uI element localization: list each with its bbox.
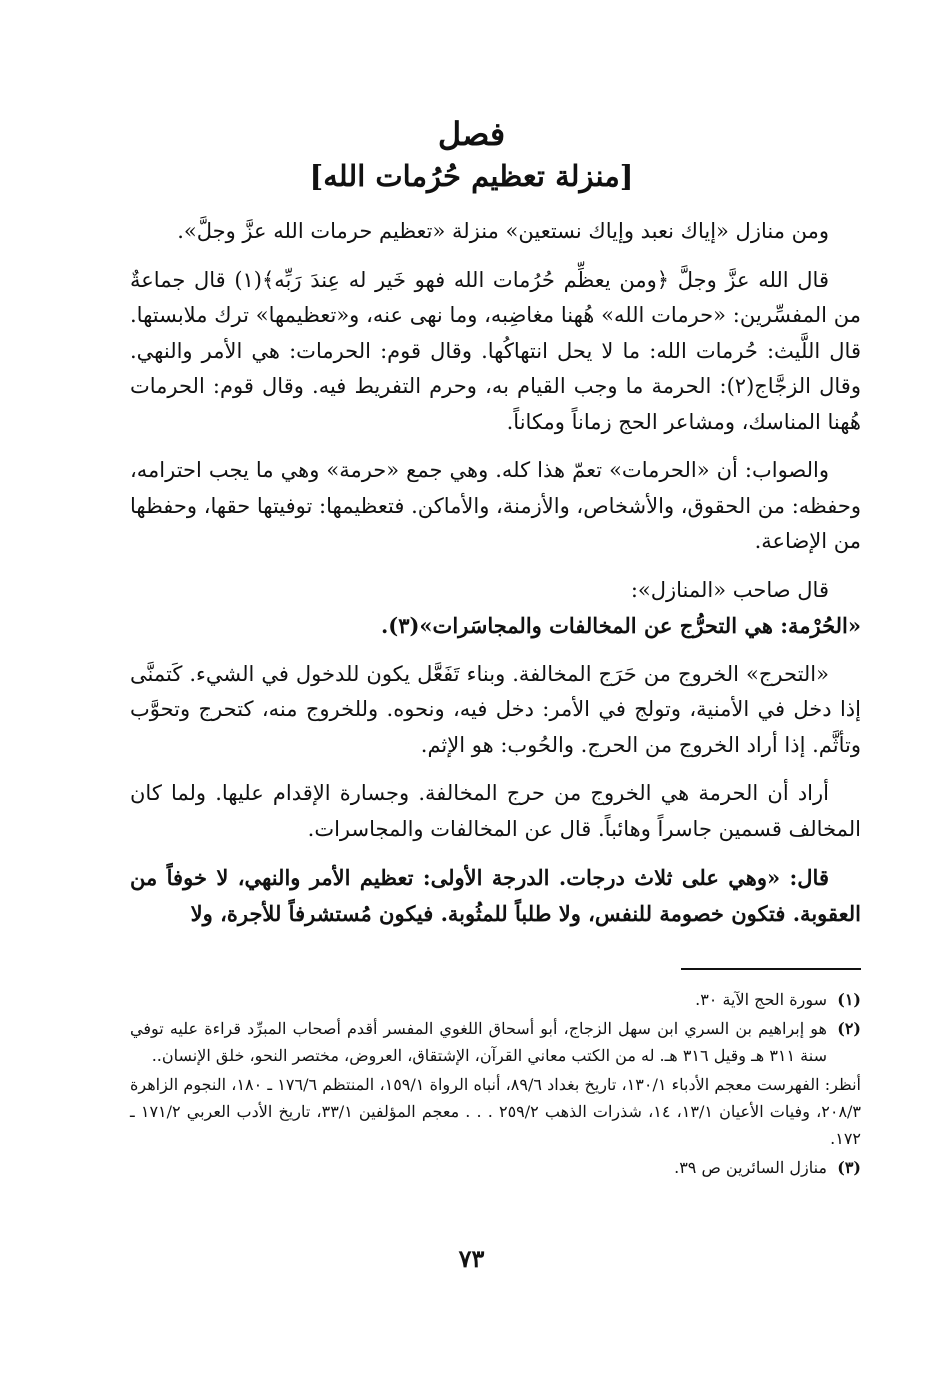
footnote-number: (٣) xyxy=(837,1158,861,1177)
main-text xyxy=(130,214,861,944)
footnote-text: سورة الحج الآية ٣٠. xyxy=(695,990,827,1009)
footnote-2-references xyxy=(130,1071,861,1152)
footnote-number: (٢) xyxy=(837,1019,861,1038)
paragraph-2: قال الله عزَّ وجلَّ ﴿ومن يعظِّم حُرُمات الله فهو خَير له عِندَ رَبِّه﴾(١) قال جماعةٌ من المفسِّرين: «حرمات الله» هُهنا مغاضِبه، وما نهى عنه، و«تعظيمها» ترك ملابستها. قال اللَّيث: حُرمات الله: ما لا يحل انتهاكُها. وقال قوم: الحرمات: هي الأمر والنهي. وقال الزجَّاج(٢): الحرمة ما وجب القيام به، وحرم التفريط فيه. وقال قوم: الحرمات هُهنا المناسك، ومشاعر الحج زماناً ومكاناً. xyxy=(130,267,861,434)
footnote-text: هو إبراهيم بن السري ابن سهل الزجاج، أبو أسحاق اللغوي المفسر أقدم أصحاب المبرِّد قراءة عليه توفي سنة ٣١١ هـ وقيل ٣١٦ هـ. له من الكتب معاني القرآن، الإشتقاق، العروض، مختصر النحو، خلق الإنسان.. xyxy=(130,1019,827,1065)
footnote-1 xyxy=(130,986,861,1013)
footnote-3 xyxy=(130,1154,861,1181)
paragraph-3: والصواب: أن «الحرمات» تعمّ هذا كله. وهي جمع «حرمة» وهي ما يجب احترامه، وحفظه: من الحقوق، والأشخاص، والأزمنة، والأماكن. فتعظيمها: توفيتها حقها، وحفظها من الإضاعة. xyxy=(130,458,861,553)
chapter-title: فصل xyxy=(437,115,506,153)
footnote-text: منازل السائرين ص ٣٩. xyxy=(674,1158,827,1177)
page-number: ٧٣ xyxy=(458,1244,485,1273)
footnote-number: (١) xyxy=(837,990,861,1009)
paragraph-6: أراد أن الحرمة هي الخروج من حرج المخالفة. وجسارة الإقدام عليها. ولما كان المخالف قسمين جاسراً وهائباً. قال عن المخالفات والمجاسرات. xyxy=(130,781,861,841)
footnotes xyxy=(130,986,861,1183)
footnote-separator xyxy=(681,968,861,970)
footnote-2 xyxy=(130,1015,861,1069)
footnote-references-text: أنظر: الفهرست معجم الأدباء ١٣٠/١، تاريخ بغداد ٨٩/٦، أنباه الرواة ١٥٩/١، المنتظم ١٧٦/٦ ـ ١٨٠، النجوم الزاهرة ٢٠٨/٣، وفيات الأعيان ١٣/١، ١٤، شذرات الذهب ٢٥٩/٢ . . . معجم المؤلفين ٣٣/١، تاريخ الأدب العربي ١٧١/٢ ـ ١٧٢. xyxy=(130,1075,862,1148)
section-title: [منزلة تعظيم حُرُمات الله] xyxy=(309,159,634,193)
paragraph-7: قال: «وهي على ثلاث درجات. الدرجة الأولى: تعظيم الأمر والنهي، لا خوفاً من العقوبة. فتكون خصومة للنفس، ولا طلباً للمثُوبة. فيكون مُستشرفاً للأجرة، ولا xyxy=(130,865,861,926)
paragraph-1: ومن منازل «إياك نعبد وإياك نستعين» منزلة «تعظيم حرمات الله عزَّ وجلَّ». xyxy=(177,219,829,243)
paragraph-4-intro: قال صاحب «المنازل»: xyxy=(630,577,829,602)
paragraph-4-quote: «الحُرْمة: هي التحرُّج عن المخالفات والمجاسَرات»(٣). xyxy=(380,613,861,638)
paragraph-5: «التحرج» الخروج من حَرَج المخالفة. وبناء تَفَعَّل يكون للدخول في الشيء. كَتمنَّى إذا دخل في الأمنية، وتولج في الأمر: دخل فيه، ونحوه. وللخروج منه، كتحرج وتحوَّب وتأثَّم. إذا أراد الخروج من الحرج. والحُوب: هو الإثم. xyxy=(130,661,861,757)
chapter-header xyxy=(0,112,943,196)
